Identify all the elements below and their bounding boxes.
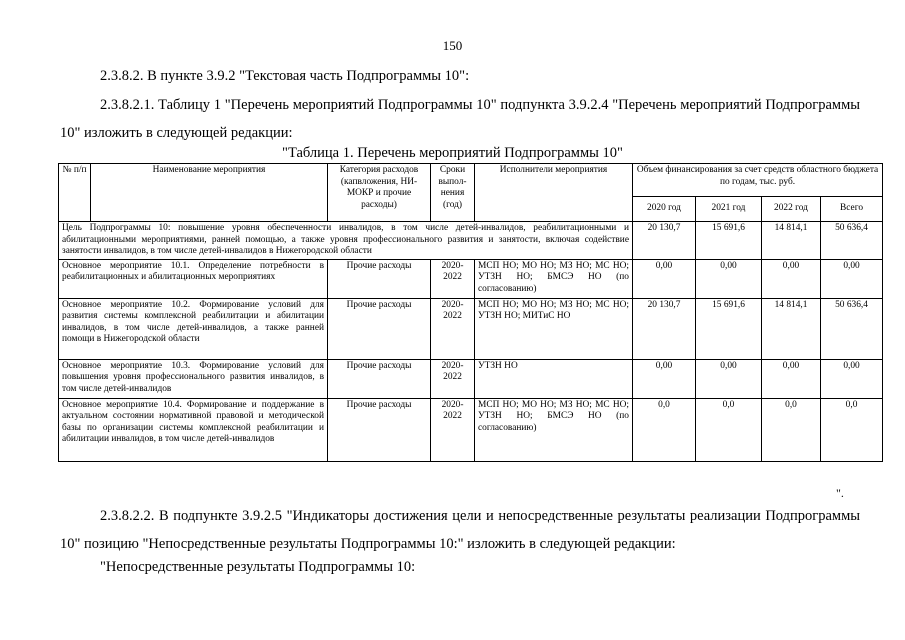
measure-2021: 0,00	[696, 359, 762, 398]
measure-executors: МСП НО; МО НО; МЗ НО; МС НО; УТЗН НО; БМСЭ НО (по согласованию)	[475, 398, 633, 461]
table-header-row	[59, 164, 883, 197]
measure-total: 0,0	[821, 398, 883, 461]
table-caption: "Таблица 1. Перечень мероприятий Подпрограммы 10"	[282, 145, 623, 161]
measure-2022: 14 814,1	[762, 298, 821, 359]
table-row	[59, 298, 883, 359]
measure-2022: 0,00	[762, 259, 821, 298]
header-executors: Исполнители мероприятия	[475, 164, 633, 222]
header-name: Наименование мероприятия	[91, 164, 328, 222]
header-category: Категория расходов (капвложения, НИ-МОКР и прочие расходы)	[328, 164, 431, 222]
paragraph-2-3-8-2-2: 2.3.8.2.2. В подпункте 3.9.2.5 "Индикаторы достижения цели и непосредственные результаты реализации Подпрограммы 10" позицию "Непосредственные результаты Подпрограммы 10:" изложить в следующей редакции:	[60, 508, 860, 552]
header-2022: 2022 год	[762, 197, 821, 222]
measure-executors: МСП НО; МО НО; МЗ НО; МС НО; УТЗН НО; МИТиС НО	[475, 298, 633, 359]
measure-name: Основное мероприятие 10.4. Формирование и поддержание в актуальном состоянии нормативной правовой и методической базы по организации системы комплексной реабилитации и абилитации инвалидов, в том числе детей-инвалидов	[59, 398, 328, 461]
measure-category: Прочие расходы	[328, 359, 431, 398]
measure-terms: 2020-2022	[431, 298, 475, 359]
header-2021: 2021 год	[696, 197, 762, 222]
measure-category: Прочие расходы	[328, 259, 431, 298]
measure-category: Прочие расходы	[328, 298, 431, 359]
page-number: 150	[442, 38, 463, 53]
header-num: № п/п	[59, 164, 91, 222]
paragraph-results-heading: "Непосредственные результаты Подпрограммы 10:	[100, 559, 416, 575]
measure-2021: 15 691,6	[696, 298, 762, 359]
measure-2020: 0,00	[633, 259, 696, 298]
paragraph-2-3-8-2: 2.3.8.2. В пункте 3.9.2 "Текстовая часть Подпрограммы 10":	[100, 68, 470, 84]
goal-row	[59, 222, 883, 260]
header-total: Всего	[821, 197, 883, 222]
measure-name: Основное мероприятие 10.2. Формирование условий для развития системы комплексной реабилитации и абилитации инвалидов, в том числе детей-инвалидов, а также ранней помощи в Нижегородской области	[59, 298, 328, 359]
goal-2021: 15 691,6	[696, 222, 762, 260]
measure-terms: 2020-2022	[431, 259, 475, 298]
measure-2021: 0,0	[696, 398, 762, 461]
measures-table	[58, 163, 883, 462]
measure-total: 0,00	[821, 259, 883, 298]
goal-2020: 20 130,7	[633, 222, 696, 260]
goal-2022: 14 814,1	[762, 222, 821, 260]
measure-name: Основное мероприятие 10.3. Формирование условий для повышения уровня профессионального развития инвалидов, в том числе детей-инвалидов	[59, 359, 328, 398]
paragraph-2-3-8-2-1: 2.3.8.2.1. Таблицу 1 "Перечень мероприятий Подпрограммы 10" подпункта 3.9.2.4 "Перечень мероприятий Подпрограммы 10" изложить в следующей редакции:	[60, 97, 860, 141]
measure-2021: 0,00	[696, 259, 762, 298]
table-row	[59, 259, 883, 298]
measure-executors: МСП НО; МО НО; МЗ НО; МС НО; УТЗН НО; БМСЭ НО (по согласованию)	[475, 259, 633, 298]
measure-terms: 2020-2022	[431, 359, 475, 398]
measure-total: 0,00	[821, 359, 883, 398]
closing-quote-mark: ".	[836, 486, 844, 500]
header-funding: Объем финансирования за счет средств областного бюджета по годам, тыс. руб.	[633, 164, 883, 197]
measure-executors: УТЗН НО	[475, 359, 633, 398]
table-row	[59, 398, 883, 461]
measure-name: Основное мероприятие 10.1. Определение потребности в реабилитационных и абилитационных мероприятиях	[59, 259, 328, 298]
measure-2022: 0,00	[762, 359, 821, 398]
measure-2022: 0,0	[762, 398, 821, 461]
measure-2020: 0,00	[633, 359, 696, 398]
header-2020: 2020 год	[633, 197, 696, 222]
measure-terms: 2020-2022	[431, 398, 475, 461]
header-terms: Сроки выпол-нения (год)	[431, 164, 475, 222]
goal-text: Цель Подпрограммы 10: повышение уровня обеспеченности инвалидов, в том числе детей-инвалидов, реабилитационными и абилитационными мероприятиями, ранней помощью, а также уровня профессионального развития и занятости, включая содействие занятости инвалидов, в том числе детей-инвалидов в Нижегородской области	[59, 222, 633, 260]
measure-2020: 20 130,7	[633, 298, 696, 359]
measure-total: 50 636,4	[821, 298, 883, 359]
measure-2020: 0,0	[633, 398, 696, 461]
table-row	[59, 359, 883, 398]
measure-category: Прочие расходы	[328, 398, 431, 461]
goal-total: 50 636,4	[821, 222, 883, 260]
